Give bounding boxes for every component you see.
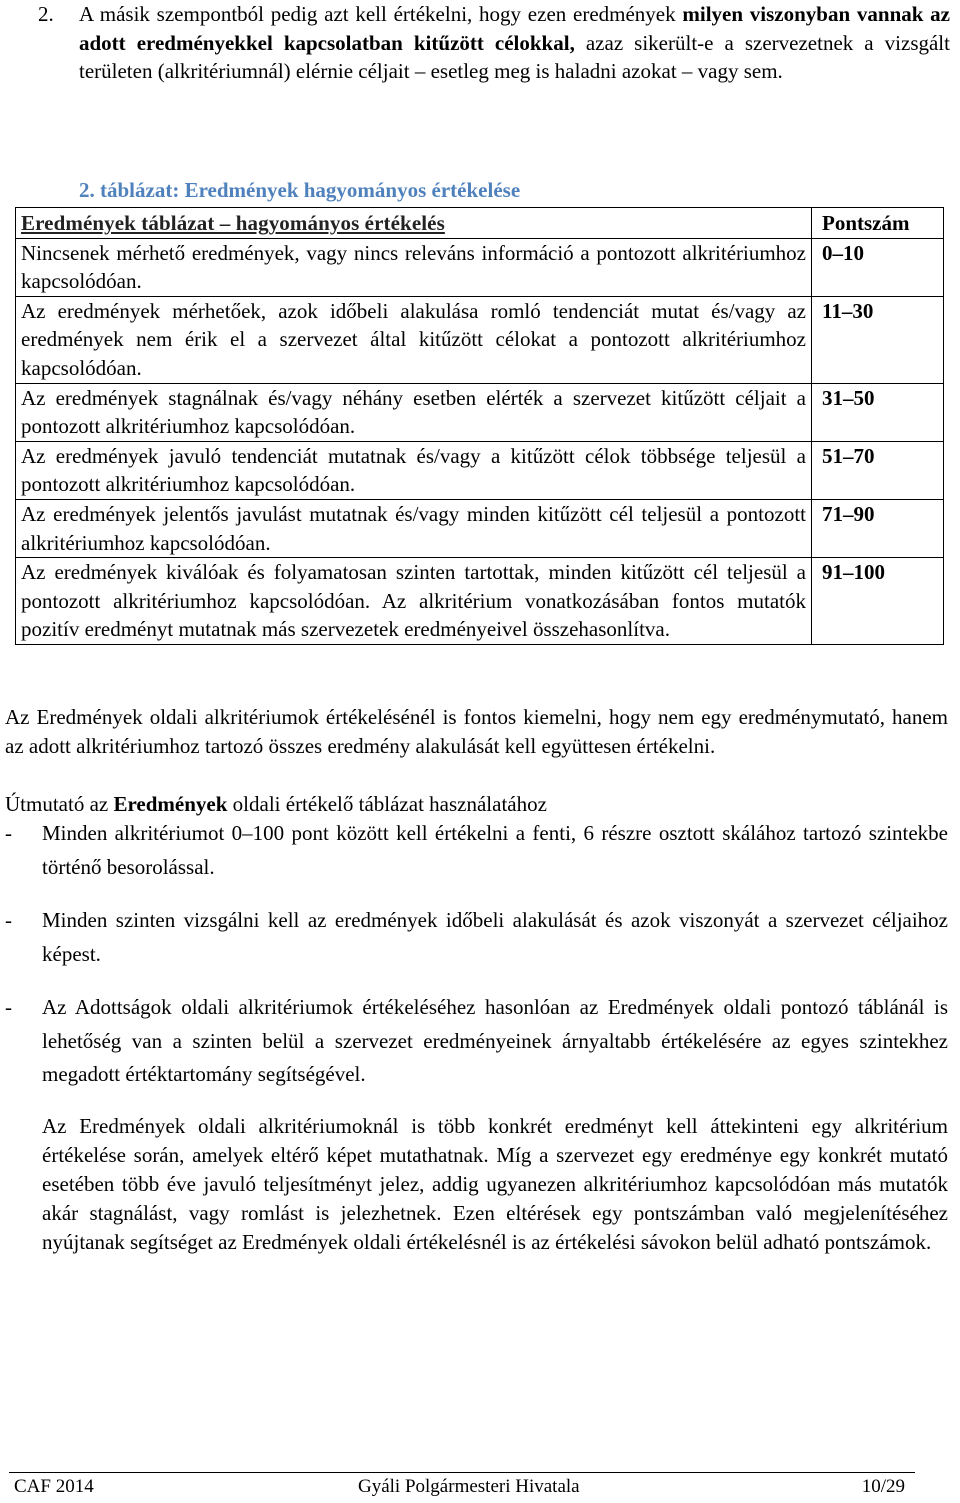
guide-heading: Útmutató az Eredmények oldali értékelő táblázat használatához: [5, 792, 547, 816]
row-score: 31–50: [812, 383, 944, 441]
table-header-row: [16, 208, 944, 239]
row-description: Nincsenek mérhető eredmények, vagy nincs releváns információ a pontozott alkritériumhoz kapcsolódóan.: [16, 238, 812, 296]
table-row: [16, 296, 944, 383]
row-score: 11–30: [812, 296, 944, 383]
row-description: Az eredmények javuló tendenciát mutatnak és/vagy a kitűzött célok többsége teljesül a pontozott alkritériumhoz kapcsolódóan.: [16, 441, 812, 499]
bullet-text: Minden szinten vizsgálni kell az eredmények időbeli alakulását és azok viszonyát a szervezet céljaihoz képest.: [42, 908, 948, 966]
row-score: 91–100: [812, 558, 944, 645]
intro-bold-text: milyen viszonyban vannak az adott eredményekkel kapcsolatban kitűzött célokkal,: [79, 2, 951, 55]
guide-bold: Eredmények: [113, 792, 228, 816]
table-row: [16, 558, 944, 645]
footer-page-number: 10/29: [861, 1476, 905, 1497]
table-row: [16, 499, 944, 557]
bullet-dash: -: [5, 995, 12, 1019]
header-score: Pontszám: [822, 211, 910, 235]
bullet-text: Az Adottságok oldali alkritériumok értékeléséhez hasonlóan az Eredmények oldali pontozó táblánál is lehetőség van a szinten belül a szervezet eredményeinek árnyaltabb értékelésére az egyes szintekhez megadott értéktartomány segítségével.: [42, 995, 948, 1086]
table-row: [16, 238, 944, 296]
intro-text: A másik szempontból pedig azt kell értékelni, hogy ezen eredmények milyen viszonyban vannak az adott eredményekkel kapcsolatban kitűzött célokkal, azaz sikerült-e a szervezetnek a vizsgált területen (alkritériumnál) elérnie céljait – esetleg meg is haladni azokat – vagy sem.: [79, 2, 951, 84]
list-item: [5, 904, 948, 971]
intro-number: 2.: [38, 2, 54, 26]
row-description: Az eredmények stagnálnak és/vagy néhány esetben elérték a szervezet kitűzött céljait a pontozott alkritériumhoz kapcsolódóan.: [16, 383, 812, 441]
row-score: 0–10: [812, 238, 944, 296]
bullet-dash: -: [5, 821, 12, 845]
row-score: 71–90: [812, 499, 944, 557]
paragraph-alkriteriumok: Az Eredmények oldali alkritériumoknál is több konkrét eredményt kell áttekinteni egy alkritérium értékelése során, amelyek eltérő képet mutathatnak. Míg a szervezet egy eredménye egy konkrét mutató esetében több éve javuló teljesítményt jelez, addig ugyanezen alkritériumhoz kapcsolódóan más mutatók akár stagnálást, vagy romlást is jelezhetnek. Ezen eltérések egy pontszámban való megjelenítéséhez nyújtanak segítséget az Eredmények oldali értékelésnél is az értékelési sávokon belül adható pontszámok.: [42, 1114, 948, 1254]
footer-center: Gyáli Polgármesteri Hivatala: [358, 1476, 580, 1497]
row-description: Az eredmények kiválóak és folyamatosan szinten tartottak, minden kitűzött cél teljesül a pontozott alkritériumhoz kapcsolódóan. Az alkritérium vonatkozásában fontos mutatók pozitív eredményt mutatnak más szervezetek eredményeivel összehasonlítva.: [16, 558, 812, 645]
intro-paragraph: [0, 0, 950, 86]
list-item: [5, 991, 948, 1092]
list-item: [5, 817, 948, 884]
row-score: 51–70: [812, 441, 944, 499]
table-caption: 2. táblázat: Eredmények hagyományos értékelése: [79, 178, 521, 202]
row-description: Az eredmények jelentős javulást mutatnak és/vagy minden kitűzött cél teljesül a pontozott alkritériumhoz kapcsolódóan.: [16, 499, 812, 557]
table-row: [16, 441, 944, 499]
footer-left: CAF 2014: [14, 1476, 94, 1497]
table-row: [16, 383, 944, 441]
bullet-dash: -: [5, 908, 12, 932]
page-footer: [9, 1472, 915, 1497]
paragraph-eredmenyek: Az Eredmények oldali alkritériumok értékelésénél is fontos kiemelni, hogy nem egy eredménymutató, hanem az adott alkritériumhoz tartozó összes eredmény alakulását kell együttesen értékelni.: [5, 705, 948, 758]
results-table: [15, 207, 944, 645]
row-description: Az eredmények mérhetőek, azok időbeli alakulása romló tendenciát mutat és/vagy az eredmények nem érik el a szervezet által kitűzött célokat a pontozott alkritériumhoz kapcsolódóan.: [16, 296, 812, 383]
header-description: Eredmények táblázat – hagyományos értékelés: [21, 211, 445, 235]
bullet-text: Minden alkritériumot 0–100 pont között kell értékelni a fenti, 6 részre osztott skálához tartozó szintekbe történő besorolással.: [42, 821, 948, 879]
